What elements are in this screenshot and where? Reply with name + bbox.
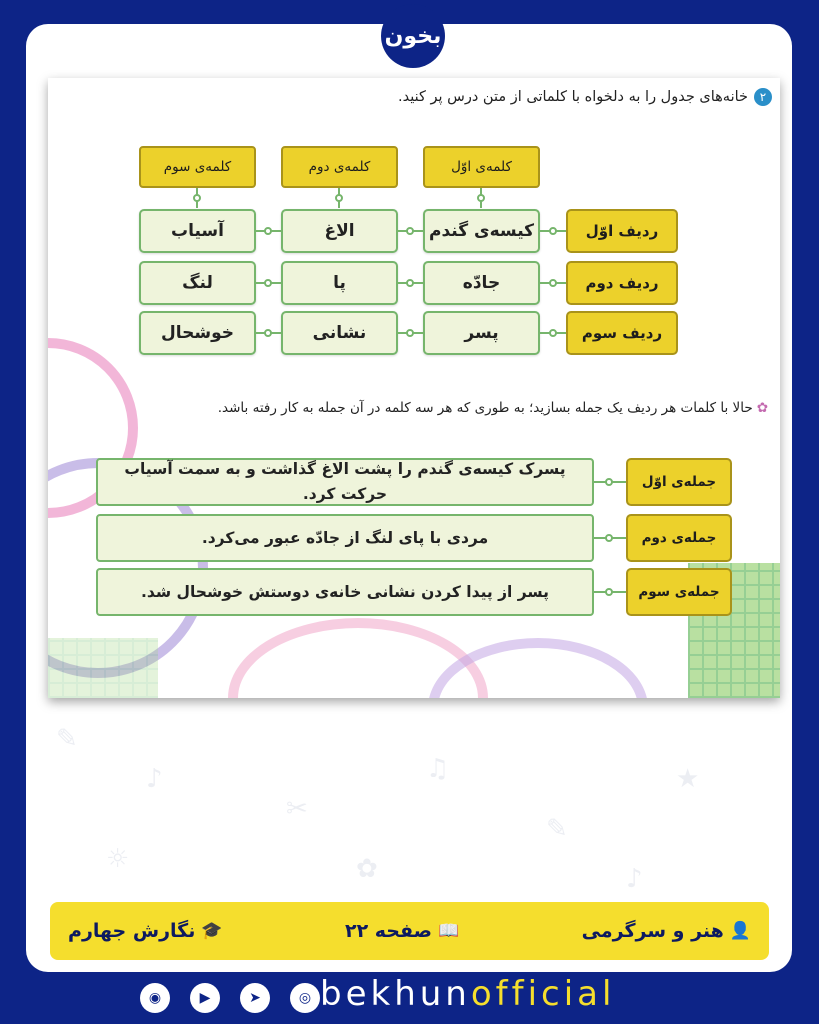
footer-book-text: نگارش جهارم: [68, 920, 196, 942]
youtube-icon[interactable]: ▶: [190, 983, 220, 1013]
table-cell: خوشحال: [139, 311, 256, 355]
table-cell: آسیاب: [139, 209, 256, 253]
table-cell: جادّه: [423, 261, 540, 305]
brand-part-1: bekhun: [320, 974, 471, 1014]
instruction-line-2: [218, 400, 768, 416]
footer-book: [68, 920, 223, 942]
instruction-text-2: حالا با کلمات هر ردیف یک جمله بسازید؛ به طوری که هر سه کلمه در آن جمله به کار رفته باشد.: [217, 400, 753, 416]
graduation-cap-icon: 🎓: [201, 921, 223, 941]
student-icon: 👤: [729, 921, 751, 941]
connector-dot: [549, 279, 557, 287]
logo-text: بخون: [384, 23, 442, 49]
sentence-label-2: جمله‌ی دوم: [626, 514, 732, 562]
exercise-number-badge: ۲: [754, 88, 772, 106]
column-header-2: کلمه‌ی دوم: [281, 146, 398, 188]
row-label-1: ردیف اوّل: [566, 209, 678, 253]
column-header-3: کلمه‌ی سوم: [139, 146, 256, 188]
table-cell: پسر: [423, 311, 540, 355]
footer-bar: [50, 902, 769, 960]
sentence-box-3: پسر از پیدا کردن نشانی خانه‌ی دوستش خوشحال شد.: [96, 568, 594, 616]
connector-dot: [264, 329, 272, 337]
connector-dot: [605, 534, 613, 542]
connector-dot: [549, 227, 557, 235]
doodle-icon: ♪: [146, 764, 163, 794]
connector-dot: [406, 227, 414, 235]
connector-dot: [264, 227, 272, 235]
doodle-icon: ✎: [546, 814, 568, 844]
doodle-icon: ✎: [56, 724, 78, 754]
doodle-icon: ♪: [626, 864, 643, 894]
footer-page: [345, 920, 459, 942]
column-header-1: کلمه‌ی اوّل: [423, 146, 540, 188]
doodle-icon: ✂: [286, 794, 308, 824]
sentence-box-1: پسرک کیسه‌ی گندم را پشت الاغ گذاشت و به سمت آسیاب حرکت کرد.: [96, 458, 594, 506]
decorative-ribbon: [428, 638, 648, 698]
row-label-3: ردیف سوم: [566, 311, 678, 355]
table-cell: نشانی: [281, 311, 398, 355]
connector-dot: [605, 478, 613, 486]
textbook-page: [48, 78, 780, 698]
sentence-label-1: جمله‌ی اوّل: [626, 458, 732, 506]
instruction-line: [398, 88, 772, 106]
connector-dot: [605, 588, 613, 596]
instagram-icon[interactable]: ◎: [290, 983, 320, 1013]
connector-dot: [406, 279, 414, 287]
footer-subject-text: هنر و سرگرمی: [581, 920, 724, 942]
open-book-icon: 📖: [438, 921, 460, 941]
decorative-grid: [48, 638, 158, 698]
doodle-icon: ♫: [426, 754, 450, 784]
table-cell: لنگ: [139, 261, 256, 305]
sentence-box-2: مردی با پای لنگ از جادّه عبور می‌کرد.: [96, 514, 594, 562]
connector-dot: [406, 329, 414, 337]
sentence-label-3: جمله‌ی سوم: [626, 568, 732, 616]
doodle-icon: ☼: [106, 844, 130, 874]
instruction-text: خانه‌های جدول را به دلخواه با کلماتی از متن درس پر کنید.: [398, 89, 748, 105]
table-cell: الاغ: [281, 209, 398, 253]
flower-icon: ✿: [756, 400, 768, 416]
bekhun-logo: [381, 4, 445, 68]
connector-dot: [549, 329, 557, 337]
camera-reel-icon[interactable]: ◉: [140, 983, 170, 1013]
table-cell: کیسه‌ی گندم: [423, 209, 540, 253]
connector-dot: [335, 194, 343, 202]
brand-name: [320, 974, 615, 1014]
footer-page-text: صفحه ۲۲: [344, 920, 433, 942]
connector-dot: [264, 279, 272, 287]
telegram-icon[interactable]: ➤: [240, 983, 270, 1013]
connector-dot: [193, 194, 201, 202]
brand-part-2: official: [470, 974, 616, 1014]
table-cell: پا: [281, 261, 398, 305]
footer-subject: [582, 920, 751, 942]
doodle-icon: ★: [676, 764, 700, 794]
connector-dot: [477, 194, 485, 202]
row-label-2: ردیف دوم: [566, 261, 678, 305]
doodle-icon: ✿: [356, 854, 378, 884]
